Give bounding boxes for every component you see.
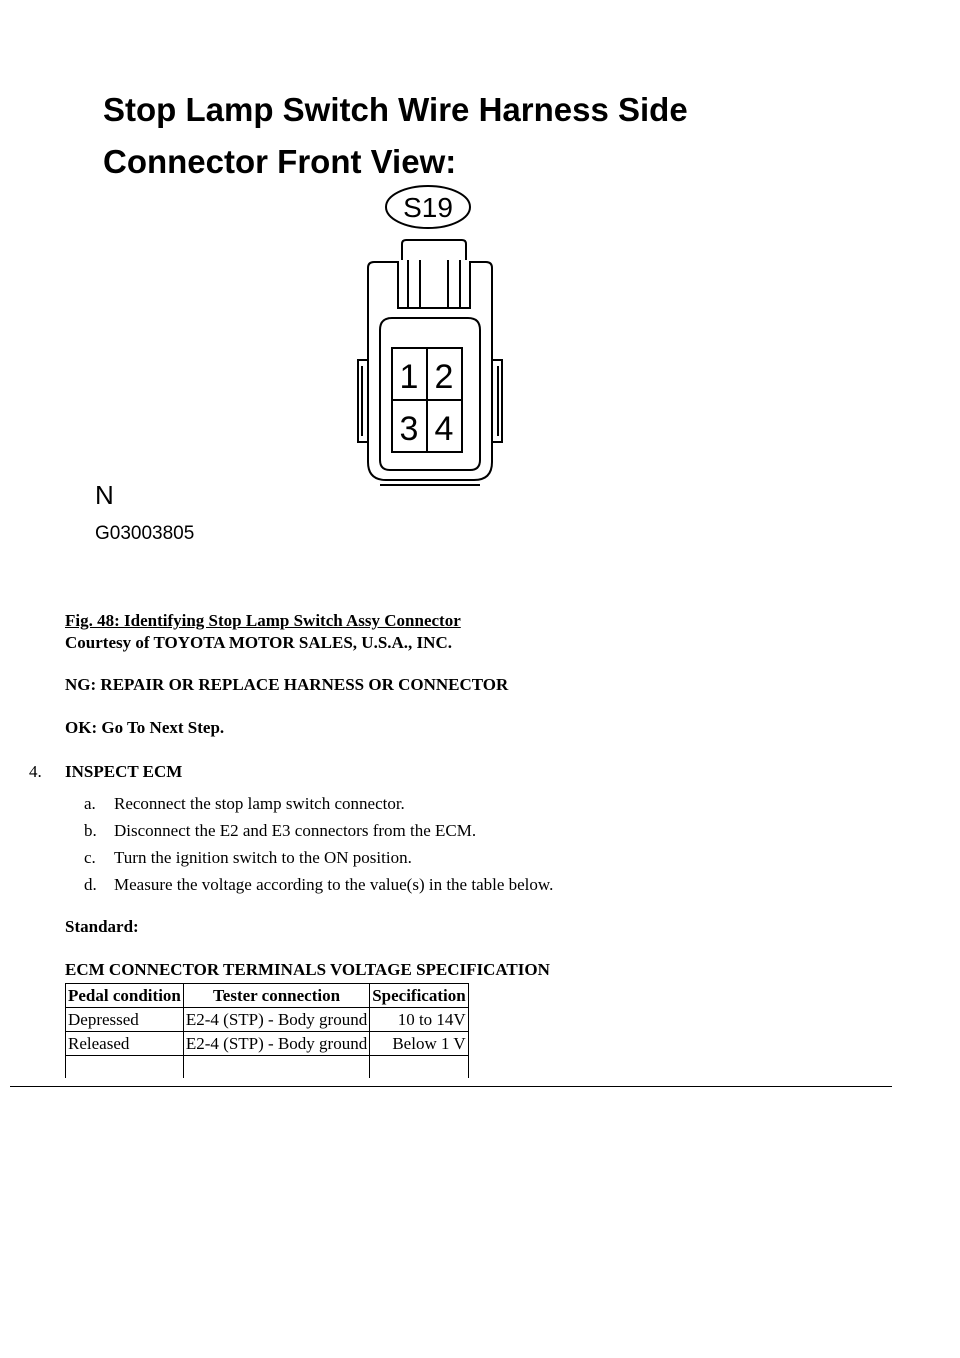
step-number: 4. <box>29 762 42 781</box>
substep-a <box>84 790 553 817</box>
cell-tester-connection: E2-4 (STP) - Body ground <box>183 1032 369 1056</box>
connector-id-label: S19 <box>403 192 453 223</box>
table-row <box>66 1008 469 1032</box>
connector-inner-body <box>380 318 480 470</box>
substep-letter: b. <box>84 821 97 840</box>
substep-letter: c. <box>84 848 96 867</box>
connector-housing <box>368 262 492 480</box>
connector-latch <box>402 240 466 260</box>
substep-letter: a. <box>84 794 96 813</box>
connector-latch-arm <box>408 260 420 308</box>
figure-caption <box>65 610 461 654</box>
pin-3: 3 <box>399 410 419 448</box>
cell-specification: 10 to 14V <box>370 1008 469 1032</box>
pin-2: 2 <box>434 358 454 396</box>
substep-b <box>84 817 553 844</box>
figure-link[interactable]: Fig. 48: Identifying Stop Lamp Switch Assy Connector <box>65 611 461 630</box>
cell-empty <box>66 1056 184 1079</box>
pin-1: 1 <box>399 358 419 396</box>
table-header-row <box>66 984 469 1008</box>
substep-letter: d. <box>84 875 97 894</box>
table-title: ECM CONNECTOR TERMINALS VOLTAGE SPECIFICATION <box>65 960 550 979</box>
step-4 <box>29 762 182 782</box>
cell-pedal-condition: Depressed <box>66 1008 184 1032</box>
cell-tester-connection: E2-4 (STP) - Body ground <box>183 1008 369 1032</box>
header-tester-connection: Tester connection <box>183 984 369 1008</box>
figure-title <box>103 84 803 188</box>
pin-4: 4 <box>434 410 454 448</box>
table-row-empty <box>66 1056 469 1079</box>
substep-text: Reconnect the stop lamp switch connector. <box>114 794 405 813</box>
result-ok: OK: Go To Next Step. <box>65 718 225 737</box>
cell-specification: Below 1 V <box>370 1032 469 1056</box>
header-specification: Specification <box>370 984 469 1008</box>
standard-label: Standard: <box>65 917 139 936</box>
substep-list <box>84 790 553 898</box>
page-divider <box>10 1086 892 1087</box>
cell-pedal-condition: Released <box>66 1032 184 1056</box>
cell-empty <box>183 1056 369 1079</box>
figure-code: G03003805 <box>95 523 195 544</box>
substep-d <box>84 871 553 898</box>
cell-empty <box>370 1056 469 1079</box>
substep-c <box>84 844 553 871</box>
substep-text: Disconnect the E2 and E3 connectors from the ECM. <box>114 821 477 840</box>
step-title: INSPECT ECM <box>65 762 183 781</box>
connector-diagram <box>340 180 520 490</box>
connector-latch-arm-right <box>448 260 460 308</box>
header-pedal-condition: Pedal condition <box>66 984 184 1008</box>
figure-title-line-1: Stop Lamp Switch Wire Harness Side <box>103 91 688 128</box>
spec-table <box>65 983 469 1078</box>
substep-text: Measure the voltage according to the value(s) in the table below. <box>114 875 554 894</box>
figure-courtesy: Courtesy of TOYOTA MOTOR SALES, U.S.A., INC. <box>65 633 452 652</box>
substep-text: Turn the ignition switch to the ON position. <box>114 848 412 867</box>
figure-title-line-2: Connector Front View: <box>103 143 457 180</box>
result-ng: NG: REPAIR OR REPLACE HARNESS OR CONNECTOR <box>65 675 509 694</box>
table-row <box>66 1032 469 1056</box>
figure-letter: N <box>95 480 114 510</box>
